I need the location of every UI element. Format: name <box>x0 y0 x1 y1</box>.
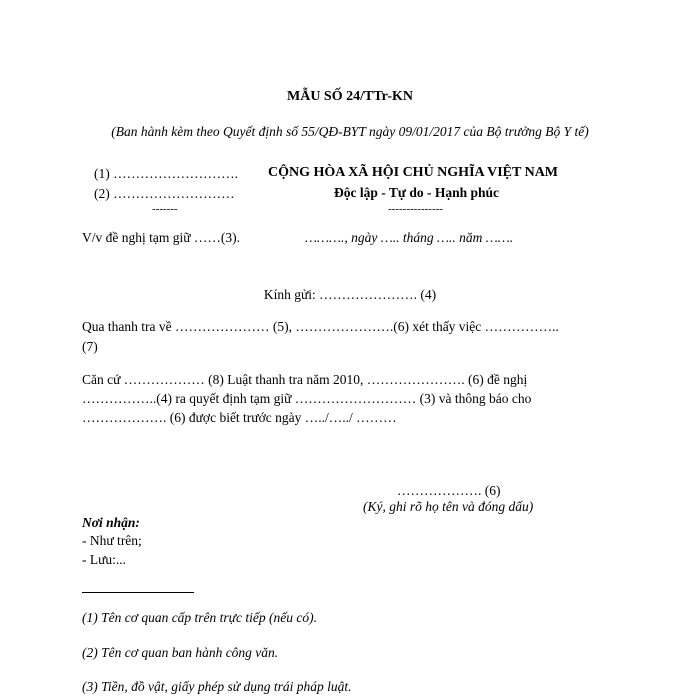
paragraph-1-line-2: (7) <box>82 339 98 354</box>
footnote-1: (1) Tên cơ quan cấp trên trực tiếp (nếu có). <box>82 610 318 625</box>
form-subtitle: (Ban hành kèm theo Quyết định số 55/QĐ-BYT ngày 09/01/2017 của Bộ trưởng Bộ Y tế) <box>111 124 589 139</box>
signature-line: ………………. (6) <box>397 483 501 498</box>
recipients-title: Nơi nhận: <box>82 515 140 530</box>
national-title: CỘNG HÒA XÃ HỘI CHỦ NGHĨA VIỆT NAM <box>268 165 559 180</box>
document-date: ………., ngày ….. tháng ….. năm ……. <box>305 230 514 245</box>
paragraph-2-line-2: ……………..(4) ra quyết định tạm giữ ……………………… (3) và thông báo cho <box>82 391 532 406</box>
paragraph-2-line-3: ………………. (6) được biết trước ngày …../…../ ……… <box>82 410 397 425</box>
paragraph-2-line-1: Căn cứ ……………… (8) Luật thanh tra năm 2010, …………………. (6) đề nghị <box>82 372 528 387</box>
issuing-org-superior: (1) ………………………. <box>94 166 238 181</box>
issuing-org: (2) ……………………… <box>94 186 235 201</box>
paragraph-1-line-1: Qua thanh tra về ………………… (5), ………………….(6) xét thấy việc …………….. <box>82 319 559 334</box>
signature-note: (Ký, ghi rõ họ tên và đóng dấu) <box>363 499 534 514</box>
recipient-item: - Lưu:... <box>82 552 127 567</box>
footnote-2: (2) Tên cơ quan ban hành công văn. <box>82 645 279 660</box>
subject-reference: V/v đề nghị tạm giữ ……(3). <box>82 230 241 245</box>
footnote-3: (3) Tiền, đồ vật, giấy phép sử dụng trái pháp luật. <box>82 679 352 694</box>
recipient-item: - Như trên; <box>82 533 142 548</box>
form-title: MẪU SỐ 24/TTr-KN <box>287 89 413 104</box>
motto-separator: --------------- <box>388 203 443 215</box>
footnote-divider <box>82 592 194 593</box>
recipient-line: Kính gửi: …………………. (4) <box>263 287 437 302</box>
org-separator: ------- <box>152 203 178 215</box>
national-motto: Độc lập - Tự do - Hạnh phúc <box>334 185 500 200</box>
